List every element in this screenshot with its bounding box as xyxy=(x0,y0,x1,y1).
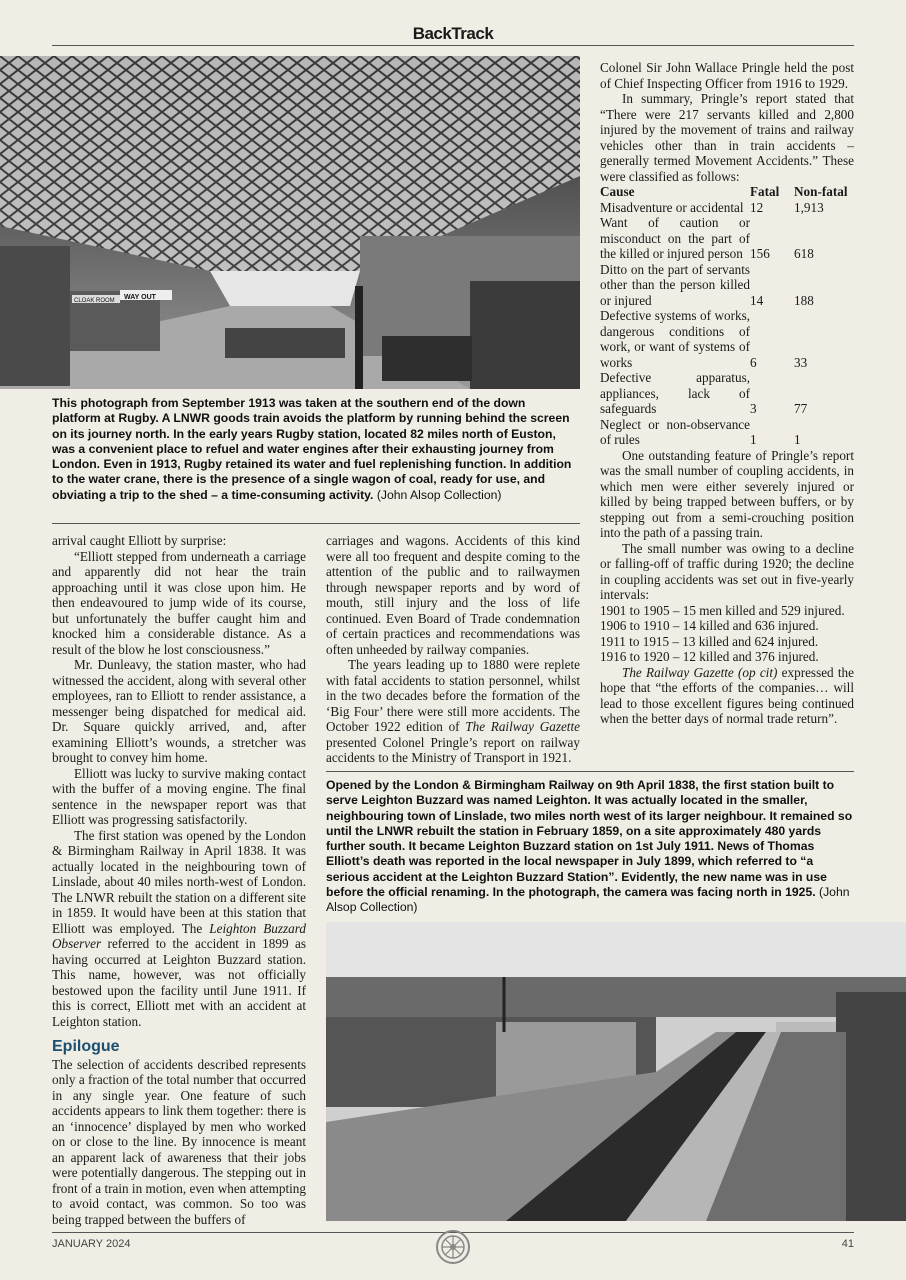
caption1-rule xyxy=(52,523,580,524)
caption2-rule xyxy=(326,771,854,772)
header-cause: Cause xyxy=(600,184,635,199)
col2-paragraph-2: The years leading up to 1880 were replete with fatal accidents to station personnel, whilst in the two decades before the formation of the ‘Big Four’ there were still more accidents. The October 1922 edition of The Railway Gazette presented Colonel Pringle’s report on railway accidents to the Ministry of Transport in 1921. xyxy=(326,657,580,765)
col1-paragraph-4: Elliott was lucky to survive making contact with the buffer of a moving engine. The final sentence in the newspaper report was that Elliott was progressing satisfactorily. xyxy=(52,765,306,827)
header-rule xyxy=(52,45,854,46)
leighton-caption-credit: (John Alsop Collection) xyxy=(326,885,850,915)
column-2 xyxy=(326,533,580,766)
col3-paragraph-2: In summary, Pringle’s report stated that “There were 217 servants killed and 2,800 injured by the movement of trains and railway vehicles other than in train accidents – generally termed Movement Accidents.” These were classified as follows: xyxy=(600,91,854,184)
leighton-photo-caption xyxy=(326,778,854,916)
wheel-logo-icon xyxy=(435,1229,471,1265)
table-row: Ditto on the part of servants other than the person killed or injured 14 188 xyxy=(600,261,814,308)
col1-paragraph-1: arrival caught Elliott by surprise: xyxy=(52,533,227,548)
rugby-caption-credit: (John Alsop Collection) xyxy=(376,487,502,502)
table-row: Defective systems of works, dangerous conditions of work, or want of systems of works 6 33 xyxy=(600,308,808,370)
interval-1906: 1906 to 1910 – 14 killed and 636 injured. xyxy=(600,618,819,633)
accident-table-header xyxy=(600,184,854,200)
col1-paragraph-6: The selection of accidents described represents only a fraction of the total number that occurred in any single year. One feature of such accidents appears to link them together: there is an ‘innocence’ displayed by men who worked on or close to the line. By innocence is meant an apparent lack of awareness that their jobs were potentially dangerous. The stepping out in front of a train in motion, even when attempting to avoid contact, was common. So too was being trapped between the buffers of xyxy=(52,1056,306,1227)
epilogue-heading: Epilogue xyxy=(52,1038,120,1055)
leighton-buzzard-illustration xyxy=(326,922,906,1221)
leighton-buzzard-photo xyxy=(326,922,906,1221)
header-fatal: Fatal xyxy=(750,184,780,199)
column-3 xyxy=(600,60,854,727)
leighton-caption-text: Opened by the London & Birmingham Railway on 9th April 1838, the first station built to serve Leighton Buzzard was named Leighton. It was actually located in the smaller, neighbouring town of Linslade, two miles north west of its larger neighbour. It remained so until the LNWR rebuilt the station in February 1859, on a site approximately 480 yards further south. It became Leighton Buzzard station on 1st July 1911. News of Thomas Elliott’s death was reported in the local newspaper in July 1899, which referred to “a serious accident at the Leighton Buzzard Station”. Evidently, the new name was in use before the official renaming. In the photograph, the camera was facing north in 1925. xyxy=(326,778,853,900)
col3-paragraph-5: The Railway Gazette (op cit) expressed the hope that “the efforts of the companies… will lead to those excellent figures being continued when the better days of normal trade return”. xyxy=(600,664,854,726)
interval-1901: 1901 to 1905 – 15 men killed and 529 injured. xyxy=(600,602,845,618)
table-row: Misadventure or accidental 12 1,913 xyxy=(600,199,824,215)
table-row: Neglect or non-observance of rules 1 1 xyxy=(600,416,801,447)
interval-1916: 1916 to 1920 – 12 killed and 376 injured. xyxy=(600,649,819,664)
col3-paragraph-1: Colonel Sir John Wallace Pringle held the post of Chief Inspecting Officer from 1916 to 1929. xyxy=(600,60,854,91)
table-row: Defective apparatus, appliances, lack of safeguards 3 77 xyxy=(600,370,808,416)
masthead: BackTrack xyxy=(412,24,494,43)
col1-paragraph-3: Mr. Dunleavy, the station master, who had witnessed the accident, along with several other employees, ran to Elliott to render assistance, a messenger being dispatched for medical aid. Dr. Square quickly arrived, and, after examining Elliott’s wounds, a stretcher was brought to convey him home. xyxy=(52,657,306,765)
issue-date: JANUARY 2024 xyxy=(52,1238,131,1250)
accident-table xyxy=(600,184,854,448)
header-nonfatal: Non-fatal xyxy=(794,184,848,199)
interval-1911: 1911 to 1915 – 13 killed and 624 injured. xyxy=(600,633,819,649)
col3-paragraph-4: The small number was owing to a decline or falling-off of traffic during 1920; the decline in coupling accidents was set out in five-yearly intervals: xyxy=(600,540,854,602)
col2-paragraph-1: carriages and wagons. Accidents of this kind were all too frequent and despite coming to the attention of the public and to railwaymen through newspaper reports and by word of mouth, still injury and the loss of life continued. Even Board of Trade condemnation of certain practices and recommendations was often unheeded by railway companies. xyxy=(326,533,580,657)
col1-paragraph-5: The first station was opened by the London & Birmingham Railway in April 1838. It was actually located in the neighbouring town of Linslade, about 40 miles north-west of London. The LNWR rebuilt the station on a different site in 1859. It would have been at this station that Elliott was employed. The Leighton Buzzard Observer referred to the accident in 1899 as having occurred at Leighton Buzzard station. This name, however, was not officially bestowed upon the facility until June 1911. If this is correct, Elliott met with an accident at Leighton station. xyxy=(52,827,306,1029)
col3-paragraph-3: One outstanding feature of Pringle’s report was the small number of coupling accidents, in which men were either severely injured or killed by being trapped between buffers, or by stepping out from a semi-crouching position into the path of a passing train. xyxy=(600,447,854,540)
cloak-room-sign: CLOAK ROOM xyxy=(74,298,115,304)
column-1 xyxy=(52,533,306,1227)
col1-paragraph-2: “Elliott stepped from underneath a carriage and apparently did not hear the train approaching until it was close upon him. He then endeavoured to jump wide of its course, but unfortunately the buffer caught him and knocked him a considerable distance. As a result of the blow he lost consciousness.” xyxy=(52,548,306,657)
page-number: 41 xyxy=(841,1238,854,1250)
rugby-station-illustration xyxy=(0,56,580,389)
way-out-sign: WAY OUT xyxy=(124,294,156,301)
rugby-station-photo xyxy=(0,56,580,389)
table-row: Want of caution or misconduct on the part of the killed or injured person 156 618 xyxy=(600,215,814,261)
rugby-photo-caption xyxy=(52,396,572,503)
rugby-caption-text: This photograph from September 1913 was taken at the southern end of the down platform at Rugby. A LNWR goods train avoids the platform by running behind the screen on its journey north. In the early years Rugby station, located 82 miles north of Euston, was a convenient place to refuel and water engines after their exhausting journey from London. Even in 1913, Rugby retained its water and fuel replenishing function. In addition to the water crane, there is the presence of a single wagon of coal, ready for use, and obviating a trip to the shed – a time-consuming activity. xyxy=(52,396,572,502)
